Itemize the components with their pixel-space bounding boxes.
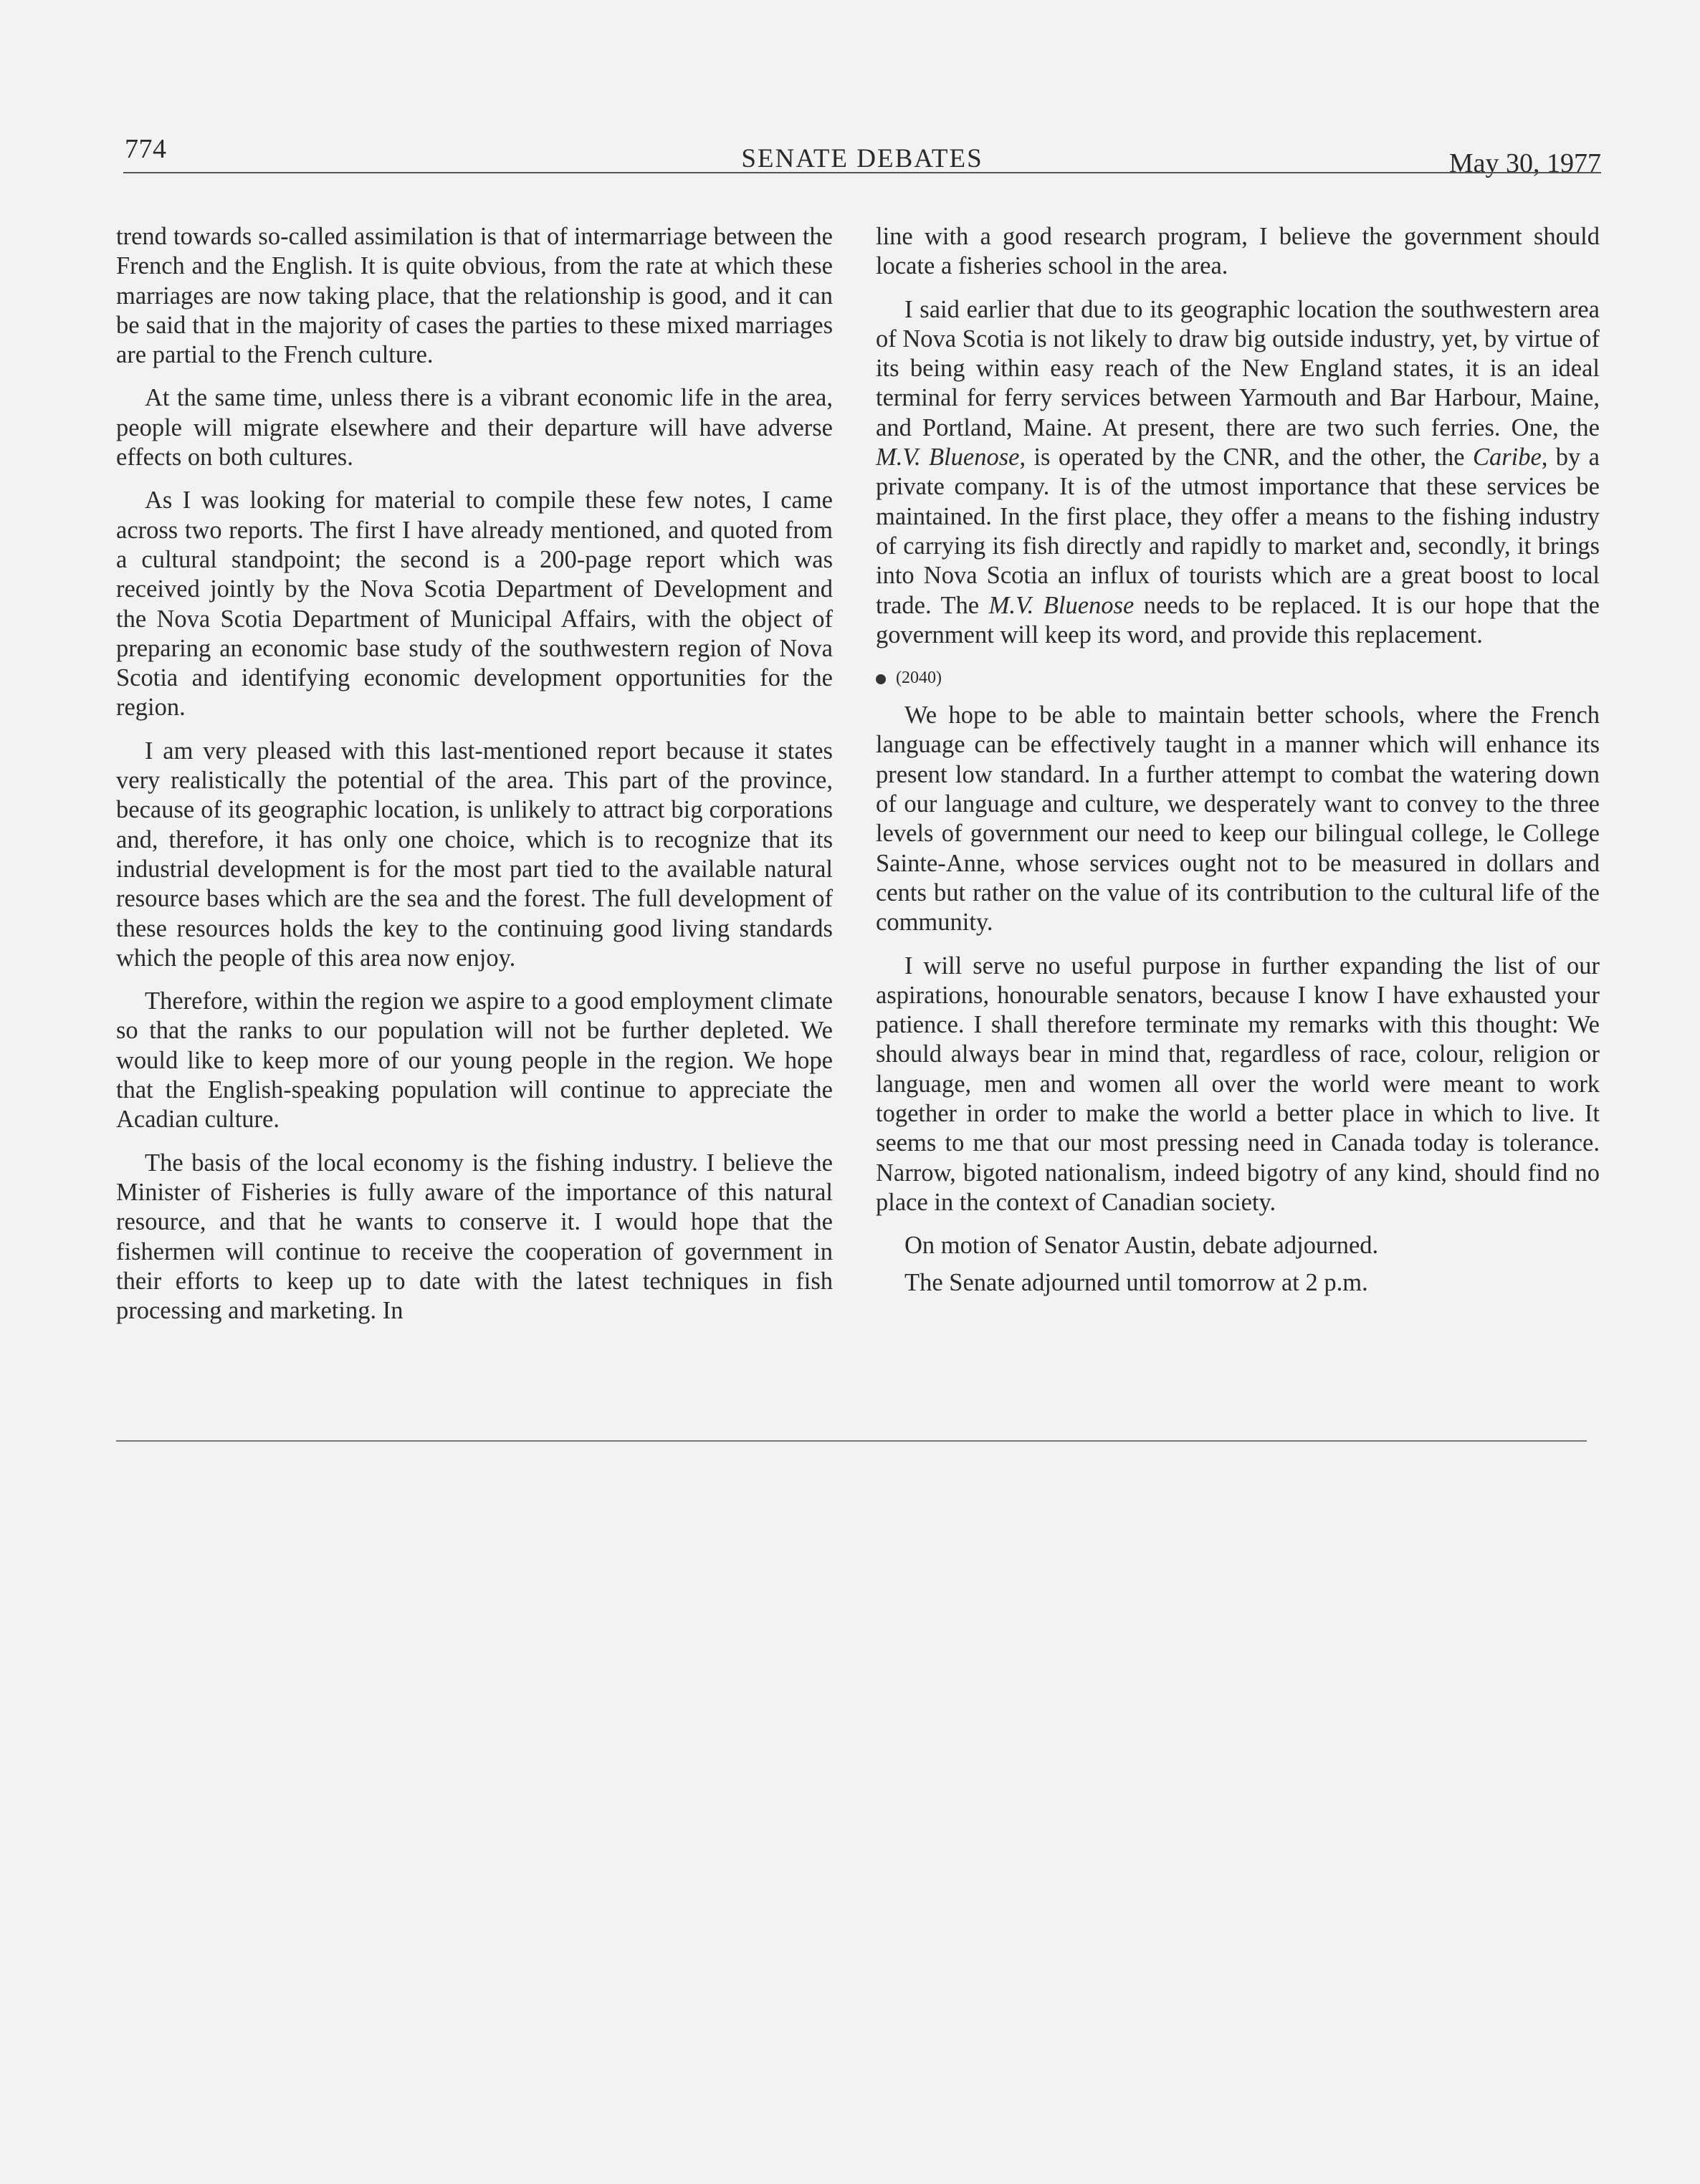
text-run: , by a private company. It is of the utmost importance that these services be maintained. In the first place, they offer a means to the fishing industry of carrying its fish directly and rapidly to market and, secondly, it brings into Nova Scotia an influx of tourists which are a great boost to local trade. The	[876, 444, 1600, 619]
left-column	[116, 222, 833, 1339]
paragraph: I will serve no useful purpose in further expanding the list of our aspirations, honourable senators, because I know I have exhausted your patience. I shall therefore terminate my remarks with this thought: We should always bear in mind that, regardless of race, colour, religion or language, men and women all over the world were meant to work together in order to make the world a better place in which to live. It seems to me that our most pressing need in Canada today is tolerance. Narrow, bigoted nationalism, indeed bigotry of any kind, should find no place in the context of Canadian society.	[876, 952, 1600, 1216]
text-run: I said earlier that due to its geographic location the southwestern area of Nova Scotia is not likely to draw big outside industry, yet, by virtue of its being within easy reach of the New England states, it is an ideal terminal for ferry services between Yarmouth and Bar Harbour, Maine, and Portland, Maine. At present, there are two such ferries. One, the	[876, 295, 1600, 441]
bullet-icon	[876, 674, 886, 684]
text-run: , is operated by the CNR, and the other, the	[1019, 444, 1473, 471]
vessel-name: M.V. Bluenose	[988, 591, 1135, 619]
paragraph: I am very pleased with this last-mentioned report because it states very realistically the potential of the area. This part of the province, because of its geographic location, is unlikely to attract big corporations and, therefore, it has only one choice, which is to recognize that its industrial development is for the most part tied to the available natural resource bases which are the sea and the forest. The full development of these resources holds the key to the continuing good living standards which the people of this area now enjoy.	[116, 737, 833, 972]
issue-date: May 30, 1977	[1448, 148, 1601, 178]
paragraph: We hope to be able to maintain better schools, where the French language can be effectively taught in a manner which will enhance its present low standard. In a further attempt to combat the watering down of our language and culture, we desperately want to convey to the three levels of government our need to keep our bilingual college, le College Sainte-Anne, whose services ought not to be measured in dollars and cents but rather on the value of its contribution to the cultural life of the community.	[876, 701, 1600, 937]
paragraph: At the same time, unless there is a vibrant economic life in the area, people will migrate elsewhere and their departure will have adverse effects on both cultures.	[116, 384, 833, 471]
text-run: needs to be replaced. It is our hope that the government will keep its word, and provide this replacement.	[876, 591, 1600, 648]
time-marker	[876, 664, 1600, 692]
vessel-name: M.V. Bluenose	[876, 444, 1020, 471]
footer-rule	[116, 1440, 1587, 1442]
paragraph: Therefore, within the region we aspire to a good employment climate so that the ranks to our population will not be further depleted. We would like to keep more of our young people in the region. We hope that the English-speaking population will continue to appreciate the Acadian culture.	[116, 987, 833, 1134]
paragraph	[876, 295, 1600, 651]
page-number: 774	[125, 134, 167, 164]
right-column	[876, 222, 1600, 1305]
header-rule	[123, 172, 1601, 173]
paragraph: As I was looking for material to compile these few notes, I came across two reports. The first I have already mentioned, and quoted from a cultural standpoint; the second is a 200-page report which was received jointly by the Nova Scotia Department of Development and the Nova Scotia Department of Municipal Affairs, with the object of preparing an economic base study of the southwestern region of Nova Scotia and identifying economic development opportunities for the region.	[116, 487, 833, 722]
vessel-name: Caribe	[1472, 444, 1542, 471]
page-header	[123, 133, 1601, 183]
adjournment-line: The Senate adjourned until tomorrow at 2 p.m.	[904, 1268, 1368, 1296]
paragraph: line with a good research program, I believe the government should locate a fisheries school in the area.	[876, 223, 1600, 280]
running-title: SENATE DEBATES	[741, 144, 983, 173]
paragraph: trend towards so-called assimilation is that of intermarriage between the French and the English. It is quite obvious, from the rate at which these marriages are now taking place, that the relationship is good, and it can be said that in the majority of cases the parties to these mixed marriages are partial to the French culture.	[116, 223, 833, 369]
paragraph: The basis of the local economy is the fishing industry. I believe the Minister of Fisheries is fully aware of the importance of this natural resource, and that he wants to conserve it. I would hope that the fishermen will continue to receive the cooperation of government in their efforts to keep up to date with the latest techniques in fish processing and marketing. In	[116, 1149, 833, 1325]
time-marker-label: (2040)	[896, 669, 942, 688]
motion-line: On motion of Senator Austin, debate adjourned.	[904, 1232, 1379, 1260]
